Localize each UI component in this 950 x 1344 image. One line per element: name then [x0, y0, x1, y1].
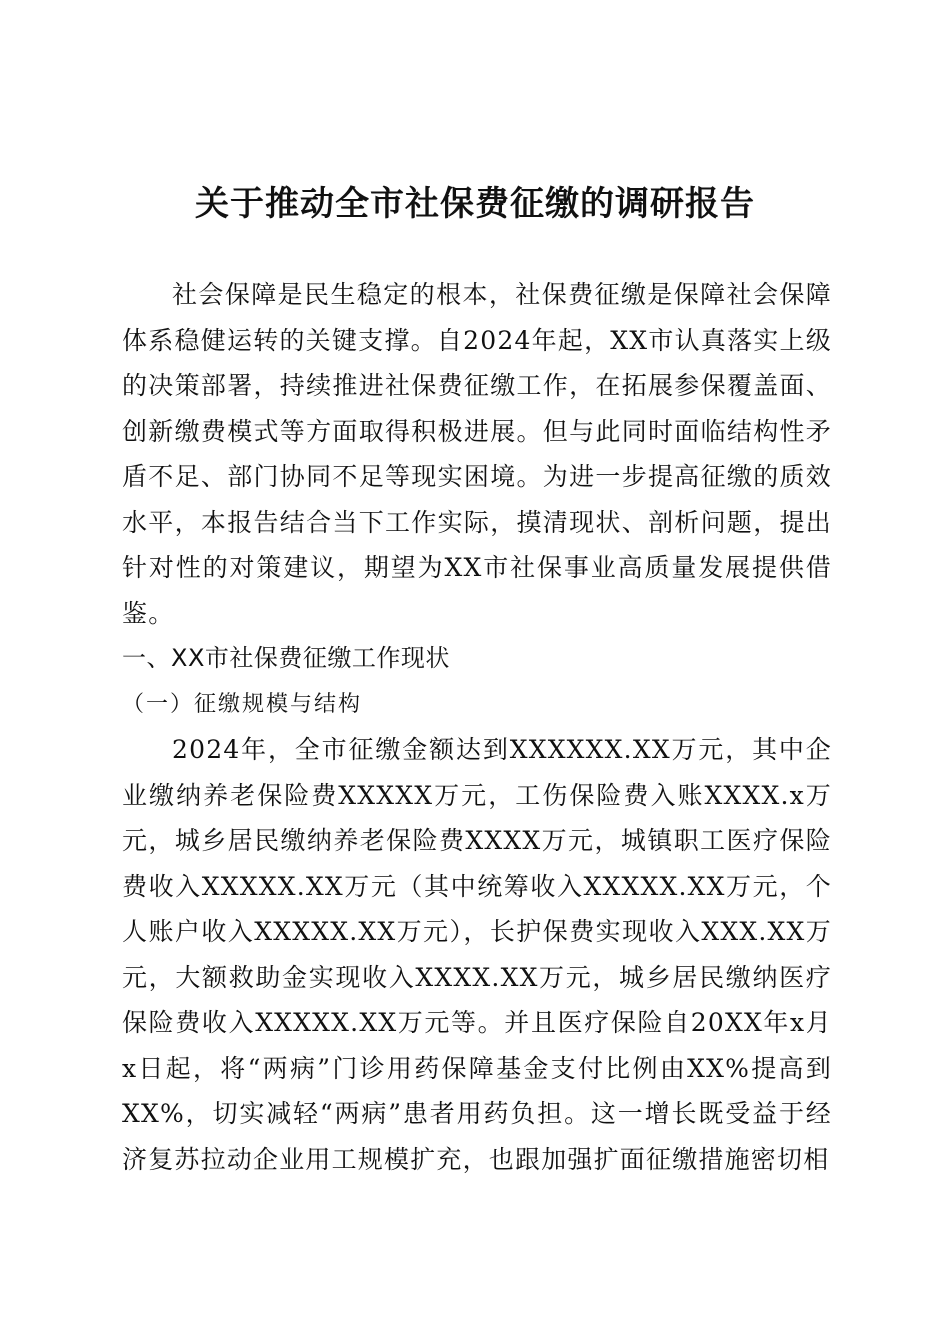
document-body: [122, 272, 832, 1182]
body-paragraph: 2024年，全市征缴金额达到XXXXXX.XX万元，其中企业缴纳养老保险费XXXXX万元，工伤保险费入账XXXX.x万元，城乡居民缴纳养老保险费XXXX万元，城镇职工医疗保险费收入XXXXX.XX万元（其中统筹收入XXXXX.XX万元，个人账户收入XXXXX.XX万元），长护保费实现收入XXX.XX万元，大额救助金实现收入XXXX.XX万元，城乡居民缴纳医疗保险费收入XXXXX.XX万元等。并且医疗保险自20XX年x月x日起，将“两病”门诊用药保障基金支付比例由XX%提高到XX%，切实减轻“两病”患者用药负担。这一增长既受益于经济复苏拉动企业用工规模扩充，也跟加强扩面征缴措施密切相: [122, 735, 832, 1174]
document-title: 关于推动全市社保费征缴的调研报告: [195, 184, 755, 224]
intro-paragraph: 社会保障是民生稳定的根本，社保费征缴是保障社会保障体系稳健运转的关键支撑。自2024年起，XX市认真落实上级的决策部署，持续推进社保费征缴工作，在拓展参保覆盖面、创新缴费模式等方面取得积极进展。但与此同时面临结构性矛盾不足、部门协同不足等现实困境。为进一步提高征缴的质效水平，本报告结合当下工作实际，摸清现状、剖析问题，提出针对性的对策建议，期望为XX市社保事业高质量发展提供借鉴。: [122, 280, 832, 628]
subsection-heading-1: （一）征缴规模与结构: [122, 691, 363, 717]
section-heading-1: 一、XX市社保费征缴工作现状: [122, 644, 450, 672]
